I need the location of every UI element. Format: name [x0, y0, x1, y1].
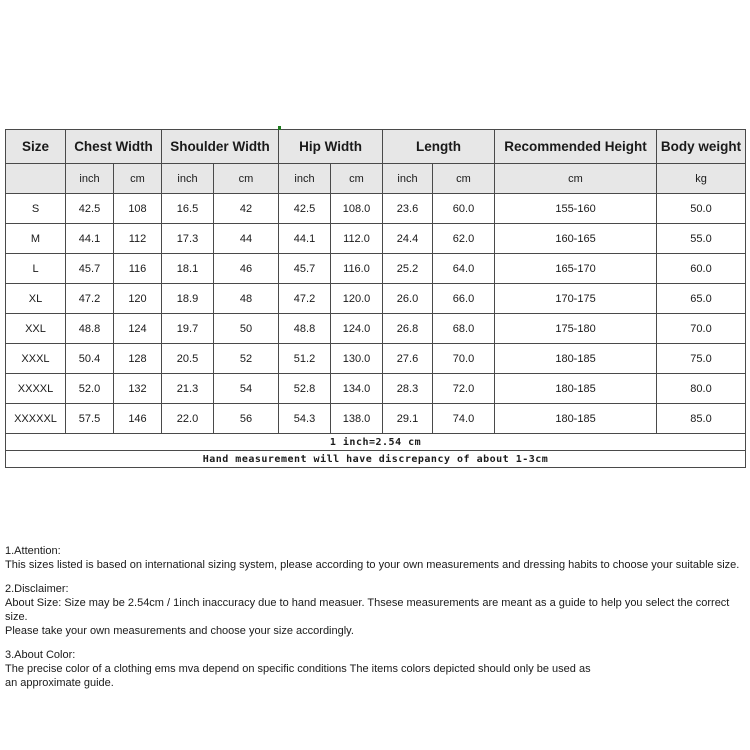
value-cell: 70.0: [433, 344, 495, 374]
unit-cell-empty: [6, 164, 66, 194]
size-cell: XXL: [6, 314, 66, 344]
table-row: [6, 374, 746, 404]
info-section-line: an approximate guide.: [5, 677, 114, 689]
table-unit-row: [6, 164, 746, 194]
unit-cell-length-inch: inch: [383, 164, 433, 194]
value-cell: 42.5: [66, 194, 114, 224]
value-cell: 134.0: [331, 374, 383, 404]
value-cell: 44: [214, 224, 279, 254]
value-cell: 112.0: [331, 224, 383, 254]
value-cell: 44.1: [279, 224, 331, 254]
table-row: [6, 224, 746, 254]
value-cell: 26.0: [383, 284, 433, 314]
value-cell: 175-180: [495, 314, 657, 344]
value-cell: 47.2: [279, 284, 331, 314]
table-row: [6, 254, 746, 284]
info-section: [5, 582, 747, 638]
value-cell: 54: [214, 374, 279, 404]
col-header-hip-width: Hip Width: [279, 130, 383, 164]
value-cell: 62.0: [433, 224, 495, 254]
value-cell: 155-160: [495, 194, 657, 224]
value-cell: 180-185: [495, 374, 657, 404]
table-row: [6, 344, 746, 374]
value-cell: 45.7: [66, 254, 114, 284]
value-cell: 23.6: [383, 194, 433, 224]
value-cell: 50.4: [66, 344, 114, 374]
table-row: [6, 284, 746, 314]
value-cell: 108.0: [331, 194, 383, 224]
value-cell: 124: [114, 314, 162, 344]
value-cell: 72.0: [433, 374, 495, 404]
unit-cell-chest-cm: cm: [114, 164, 162, 194]
value-cell: 130.0: [331, 344, 383, 374]
value-cell: 46: [214, 254, 279, 284]
value-cell: 45.7: [279, 254, 331, 284]
size-cell: XXXL: [6, 344, 66, 374]
value-cell: 25.2: [383, 254, 433, 284]
col-header-recommended-height: Recommended Height: [495, 130, 657, 164]
value-cell: 19.7: [162, 314, 214, 344]
size-cell: XL: [6, 284, 66, 314]
table-note-row: [6, 451, 746, 468]
value-cell: 124.0: [331, 314, 383, 344]
col-header-length: Length: [383, 130, 495, 164]
value-cell: 165-170: [495, 254, 657, 284]
value-cell: 180-185: [495, 404, 657, 434]
unit-cell-height-cm: cm: [495, 164, 657, 194]
value-cell: 75.0: [657, 344, 746, 374]
value-cell: 18.1: [162, 254, 214, 284]
info-section-heading: 1.Attention:: [5, 545, 61, 557]
table-row: [6, 194, 746, 224]
value-cell: 42.5: [279, 194, 331, 224]
col-header-shoulder-width: Shoulder Width: [162, 130, 279, 164]
value-cell: 50: [214, 314, 279, 344]
value-cell: 65.0: [657, 284, 746, 314]
value-cell: 50.0: [657, 194, 746, 224]
value-cell: 120: [114, 284, 162, 314]
value-cell: 74.0: [433, 404, 495, 434]
value-cell: 48.8: [66, 314, 114, 344]
value-cell: 80.0: [657, 374, 746, 404]
table-row: [6, 314, 746, 344]
value-cell: 170-175: [495, 284, 657, 314]
value-cell: 27.6: [383, 344, 433, 374]
size-cell: S: [6, 194, 66, 224]
value-cell: 24.4: [383, 224, 433, 254]
table-note-row: [6, 434, 746, 451]
value-cell: 29.1: [383, 404, 433, 434]
value-cell: 120.0: [331, 284, 383, 314]
value-cell: 52.0: [66, 374, 114, 404]
info-section-line: Please take your own measurements and choose your size accordingly.: [5, 625, 354, 637]
size-cell: L: [6, 254, 66, 284]
value-cell: 54.3: [279, 404, 331, 434]
value-cell: 48.8: [279, 314, 331, 344]
unit-cell-weight-kg: kg: [657, 164, 746, 194]
value-cell: 160-165: [495, 224, 657, 254]
value-cell: 116: [114, 254, 162, 284]
unit-cell-shoulder-cm: cm: [214, 164, 279, 194]
value-cell: 70.0: [657, 314, 746, 344]
col-header-body-weight: Body weight: [657, 130, 746, 164]
value-cell: 55.0: [657, 224, 746, 254]
value-cell: 48: [214, 284, 279, 314]
table-note-text: 1 inch=2.54 cm: [6, 434, 746, 451]
green-artifact-dot: [278, 126, 281, 130]
value-cell: 66.0: [433, 284, 495, 314]
value-cell: 20.5: [162, 344, 214, 374]
value-cell: 21.3: [162, 374, 214, 404]
value-cell: 60.0: [657, 254, 746, 284]
value-cell: 16.5: [162, 194, 214, 224]
unit-cell-shoulder-inch: inch: [162, 164, 214, 194]
value-cell: 17.3: [162, 224, 214, 254]
info-section-line: The precise color of a clothing ems mva depend on specific conditions The items colors depicted should only be used as: [5, 663, 591, 675]
unit-cell-hip-inch: inch: [279, 164, 331, 194]
value-cell: 57.5: [66, 404, 114, 434]
info-section: [5, 544, 747, 572]
table-header-row: [6, 130, 746, 164]
value-cell: 116.0: [331, 254, 383, 284]
info-section-line: About Size: Size may be 2.54cm / 1inch inaccuracy due to hand measuer. Thsese measurements are meant as a guide to help you select the correct size.: [5, 597, 730, 623]
value-cell: 22.0: [162, 404, 214, 434]
size-chart-table: [5, 129, 746, 468]
value-cell: 51.2: [279, 344, 331, 374]
value-cell: 138.0: [331, 404, 383, 434]
value-cell: 64.0: [433, 254, 495, 284]
value-cell: 68.0: [433, 314, 495, 344]
value-cell: 52: [214, 344, 279, 374]
info-section: [5, 648, 747, 690]
value-cell: 44.1: [66, 224, 114, 254]
value-cell: 18.9: [162, 284, 214, 314]
col-header-chest-width: Chest Width: [66, 130, 162, 164]
info-sections: [5, 544, 747, 700]
value-cell: 42: [214, 194, 279, 224]
table-note-text: Hand measurement will have discrepancy of about 1-3cm: [6, 451, 746, 468]
info-section-heading: 3.About Color:: [5, 649, 76, 661]
info-section-line: This sizes listed is based on international sizing system, please according to your own measurements and dressing habits to choose your suitable size.: [5, 559, 740, 571]
unit-cell-chest-inch: inch: [66, 164, 114, 194]
value-cell: 112: [114, 224, 162, 254]
value-cell: 108: [114, 194, 162, 224]
table-row: [6, 404, 746, 434]
value-cell: 128: [114, 344, 162, 374]
size-cell: XXXXXL: [6, 404, 66, 434]
value-cell: 180-185: [495, 344, 657, 374]
size-cell: XXXXL: [6, 374, 66, 404]
size-cell: M: [6, 224, 66, 254]
info-section-heading: 2.Disclaimer:: [5, 583, 69, 595]
value-cell: 146: [114, 404, 162, 434]
value-cell: 47.2: [66, 284, 114, 314]
table-body: [6, 194, 746, 468]
value-cell: 56: [214, 404, 279, 434]
unit-cell-hip-cm: cm: [331, 164, 383, 194]
value-cell: 85.0: [657, 404, 746, 434]
value-cell: 60.0: [433, 194, 495, 224]
value-cell: 52.8: [279, 374, 331, 404]
value-cell: 26.8: [383, 314, 433, 344]
value-cell: 28.3: [383, 374, 433, 404]
value-cell: 132: [114, 374, 162, 404]
unit-cell-length-cm: cm: [433, 164, 495, 194]
col-header-size: Size: [6, 130, 66, 164]
